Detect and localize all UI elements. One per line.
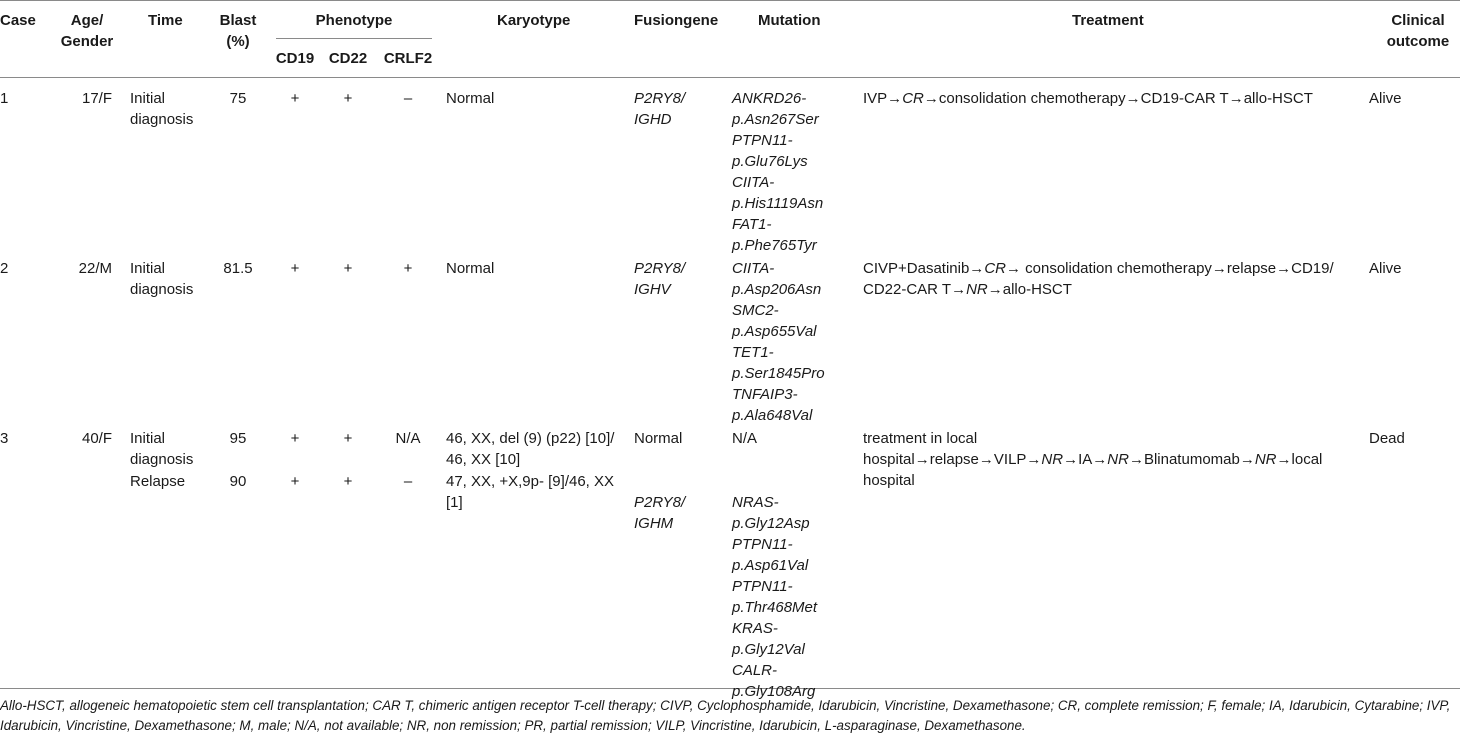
mutation: ANKRD26- p.Asn267Ser PTPN11- p.Glu76Lys CIITA- p.His1119Asn FAT1- p.Phe765Tyr <box>732 90 824 254</box>
case-number: 1 <box>0 90 9 107</box>
crlf2: + <box>403 260 413 277</box>
bottom-rule <box>0 688 1460 689</box>
cd19: + <box>290 430 300 447</box>
header-phenotype: Phenotype <box>315 12 393 29</box>
cd19: + <box>290 473 300 490</box>
header-fusiongene: Fusiongene <box>634 12 719 29</box>
mutation: CIITA- p.Asp206Asn SMC2- p.Asp655Val TET1- p.Ser1845Pro TNFAIP3- p.Ala648Val <box>732 260 825 424</box>
header-age-gender: Age/ Gender <box>60 12 114 50</box>
header-time: Time <box>148 12 183 29</box>
header-rule <box>0 77 1460 78</box>
karyotype: 47, XX, +X,9p- [9]/46, XX [1] <box>446 473 615 511</box>
karyotype: Normal <box>446 260 495 277</box>
case-number: 3 <box>0 430 9 447</box>
clinical-outcome: Dead <box>1369 430 1405 447</box>
cd22: + <box>343 473 353 490</box>
clinical-outcome: Alive <box>1369 90 1402 107</box>
time: Initial diagnosis <box>130 90 194 128</box>
mutation: NRAS- p.Gly12Asp PTPN11- p.Asp61Val PTPN11- p.Thr468Met KRAS- p.Gly12Val CALR- p.Gly108Arg <box>732 494 818 700</box>
mutation: N/A <box>732 430 758 447</box>
age-gender: 22/M <box>78 260 112 277</box>
age-gender: 40/F <box>81 430 112 447</box>
clinical-outcome: Alive <box>1369 260 1402 277</box>
fusiongene: P2RY8/ IGHM <box>634 494 686 532</box>
fusiongene: P2RY8/ IGHV <box>634 260 686 298</box>
treatment: CIVP+Dasatinib→CR→ consolidation chemotherapy→relapse→CD19/ CD22-CAR T→NR→allo-HSCT <box>863 260 1334 298</box>
blast: 95 <box>229 430 247 447</box>
time: Initial diagnosis <box>130 430 194 468</box>
age-gender: 17/F <box>81 90 112 107</box>
header-case: Case <box>0 12 36 29</box>
cd19: + <box>290 260 300 277</box>
cd19: + <box>290 90 300 107</box>
cd22: + <box>343 260 353 277</box>
blast: 90 <box>229 473 247 490</box>
header-mutation: Mutation <box>758 12 821 29</box>
header-blast: Blast (%) <box>219 12 257 50</box>
crlf2: – <box>403 473 413 490</box>
table-footnote: Allo-HSCT, allogeneic hematopoietic stem cell transplantation; CAR T, chimeric antigen receptor T-cell therapy; CIVP, Cyclophosphamide, Idarubicin, Vincristine, Dexamethasone; CR, complete remission; F, female; IA, Idarubicin, Cytarabine; IVP, Idarubicin, Vincristine, Dexamethasone; M, male; N/A, not available; NR, non remission; PR, partial remission; VILP, Vincristine, Idarubicin, L-asparaginase, Dexamethasone. <box>0 698 1451 733</box>
header-treatment: Treatment <box>1072 12 1144 29</box>
time: Relapse <box>130 473 186 490</box>
case-number: 2 <box>0 260 9 277</box>
treatment: treatment in local hospital→relapse→VILP→NR→IA→NR→Blinatumomab→NR→local hospital <box>863 430 1323 489</box>
header-clinical-outcome: Clinical outcome <box>1386 12 1450 50</box>
karyotype: Normal <box>446 90 495 107</box>
fusiongene: Normal <box>634 430 683 447</box>
cd22: + <box>343 430 353 447</box>
blast: 81.5 <box>223 260 253 277</box>
header-karyotype: Karyotype <box>497 12 571 29</box>
karyotype: 46, XX, del (9) (p22) [10]/ 46, XX [10] <box>446 430 615 468</box>
time: Initial diagnosis <box>130 260 194 298</box>
phenotype-rule <box>276 38 432 39</box>
fusiongene: P2RY8/ IGHD <box>634 90 686 128</box>
header-crlf2: CRLF2 <box>383 50 433 67</box>
top-rule <box>0 0 1460 1</box>
crlf2: – <box>403 90 413 107</box>
crlf2: N/A <box>395 430 421 447</box>
header-cd22: CD22 <box>328 50 368 67</box>
blast: 75 <box>229 90 247 107</box>
treatment: IVP→CR→consolidation chemotherapy→CD19-CAR T→allo-HSCT <box>863 90 1313 107</box>
cd22: + <box>343 90 353 107</box>
header-cd19: CD19 <box>275 50 315 67</box>
